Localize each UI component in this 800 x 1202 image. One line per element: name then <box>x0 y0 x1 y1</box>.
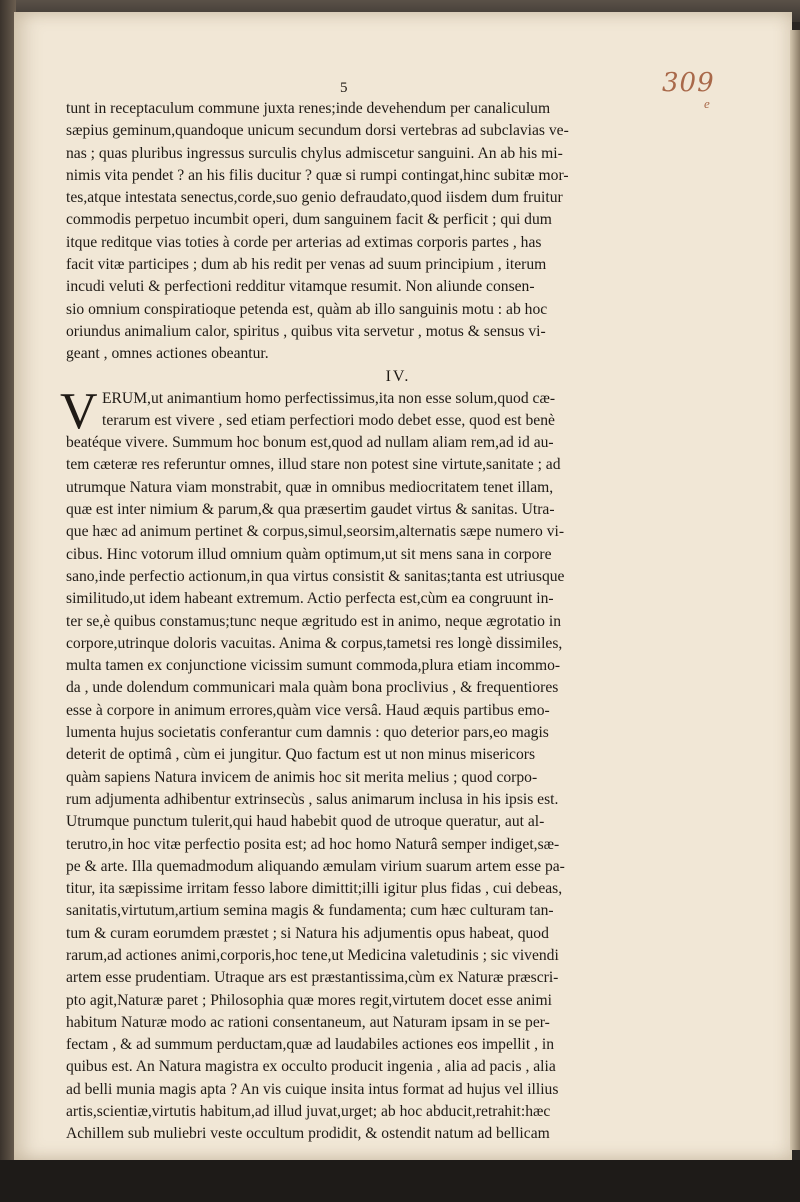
section-heading: IV. <box>385 367 411 385</box>
text-line: cibus. Hinc votorum illud omnium quàm optimum,ut sit mens sana in corpore <box>66 545 552 563</box>
text-line: utrumque Natura viam monstrabit, quæ in omnibus mediocritatem tenet illam, <box>66 478 554 496</box>
text-line: similitudo,ut idem habeant extremum. Actio perfecta est,cùm ea congruunt in- <box>66 590 554 608</box>
text-line: lumenta hujus societatis conferantur cum damnis : quo deterior pars,eo magis <box>66 724 549 742</box>
text-line: commodis perpetuo incumbit operi, dum sanguinem facit & perficit ; qui dum <box>66 211 552 229</box>
text-line: oriundus animalium calor, spiritus , quibus vita servetur , motus & sensus vi- <box>66 322 546 340</box>
text-line: rarum,ad actiones animi,corporis,hoc tene,ut Medicina valetudinis ; sic vivendi <box>66 946 559 964</box>
text-line: rum adjumenta adhibentur extrinsecùs , salus animarum inclusa in his ipsis est. <box>66 790 559 808</box>
text-line: terarum est vivere , sed etiam perfectiori modo debet esse, quod est benè <box>102 411 555 429</box>
text-line: nimis vita pendet ? an his filis ducitur ? quæ si rumpi contingat,hinc subitæ mor- <box>66 166 569 184</box>
text-line: nas ; quas pluribus ingressus surculis chylus admiscetur sanguini. An ab his mi- <box>66 144 563 162</box>
text-line: esse à corpore in animum errores,quàm vice versâ. Haud æquis partibus emo- <box>66 701 550 719</box>
text-line: pto agit,Naturæ paret ; Philosophia quæ mores regit,virtutem docet esse animi <box>66 991 552 1009</box>
drop-capital: V <box>60 382 98 440</box>
signature-mark: 5 <box>340 80 348 96</box>
text-line: quæ est inter nimium & parum,& qua præsertim gaudet virtus & sanitas. Utra- <box>66 501 555 519</box>
text-line: deterit de optimâ , cùm ei jungitur. Quo factum est ut non minus misericors <box>66 746 536 764</box>
text-line: facit vitæ participes ; dum ab his redit per venas ad suum principium , iterum <box>66 256 547 274</box>
text-line: sano,inde perfectio actionum,in qua virtus consistit & sanitas;tanta est utriusque <box>66 567 565 585</box>
text-line: terutro,in hoc vitæ perfectio posita est; ad hoc homo Naturâ semper indiget,sæ- <box>66 835 560 853</box>
text-line: Utrumque punctum tulerit,qui haud habebit quod de utroque queratur, aut al- <box>66 813 545 831</box>
text-line: itque reditque vias toties à corde per arterias ad extimas corporis partes , has <box>66 233 542 251</box>
folio-number: 309 <box>662 68 715 98</box>
book-bottom-shadow <box>0 1160 800 1202</box>
text-line: pe & arte. Illa quemadmodum aliquando æmulam virium suarum artem esse pa- <box>66 857 565 875</box>
text-line: tum & curam eorumdem præstet ; si Natura his adjumentis opus habeat, quod <box>66 924 549 942</box>
text-line: incudi veluti & perfectioni redditur vitamque resumit. Non aliunde consen- <box>66 278 535 296</box>
text-line: sæpius geminum,quandoque unicum secundum dorsi vertebras ad subclavias ve- <box>66 122 569 140</box>
page-fore-edge <box>790 30 800 1150</box>
text-line: artem esse prudentiam. Utraque ars est præstantissima,cùm ex Naturæ præscri- <box>66 969 559 987</box>
text-line: habitum Naturæ modo ac rationi consentaneum, aut Naturam ipsam in se per- <box>66 1013 550 1031</box>
text-line: geant , omnes actiones obeantur. <box>66 345 269 363</box>
text-line: multa tamen ex conjunctione vicissim sumunt commoda,plura etiam incommo- <box>66 657 561 675</box>
text-line: quàm sapiens Natura invicem de animis hoc sit merita melius ; quod corpo- <box>66 768 538 786</box>
paragraph-before <box>66 98 730 366</box>
text-line: beatéque vivere. Summum hoc bonum est,quod ad nullam aliam rem,ad id au- <box>66 434 554 452</box>
text-line: quibus est. An Natura magistra ex occulto producit ingenia , alia ad pacis , alia <box>66 1058 556 1076</box>
text-line: sanitatis,virtutum,artium semina magis & fundamenta; cum hæc culturam tan- <box>66 902 554 920</box>
text-line: sio omnium conspiratioque petenda est, quàm ab illo sanguinis motu : ab hoc <box>66 300 548 318</box>
text-line: fectam , & ad summum perductam,quæ ad laudabiles actiones eos impellit , in <box>66 1036 555 1054</box>
text-line: que hæc ad animum pertinet & corpus,simul,seorsim,alternatis sæpe numero vi- <box>66 523 565 541</box>
text-line: Achillem sub muliebri veste occultum prodidit, & ostendit natum ad bellicam <box>66 1125 550 1143</box>
body-text <box>60 98 730 1146</box>
paragraph-after <box>60 382 730 1146</box>
folio-mark: e <box>704 96 710 111</box>
text-line: artis,scientiæ,virtutis habitum,ad illud juvat,urget; ab hoc abducit,retrahit:hæc <box>66 1103 551 1121</box>
text-line: corpore,utrinque doloris vacuitas. Anima & corpus,tametsi res longè dissimiles, <box>66 634 563 652</box>
text-line: tem cæteræ res referuntur omnes, illud stare non potest sine virtute,sanitate ; ad <box>66 456 561 474</box>
text-line: tes,atque intestata senectus,corde,suo genio defraudato,quod iisdem dum fruitur <box>66 189 563 207</box>
text-line: ter se,è quibus constamus;tunc neque ægritudo est in animo, neque ægrotatio in <box>66 612 562 630</box>
text-line: ERUM,ut animantium homo perfectissimus,ita non esse solum,quod cæ- <box>102 389 556 407</box>
text-line: tunt in receptaculum commune juxta renes;inde devehendum per canaliculum <box>66 100 551 117</box>
text-line: ad belli munia magis apta ? An vis cuique insita intus format ad hujus vel illius <box>66 1080 559 1098</box>
text-line: titur, ita sæpissime irritam fesso labore dimittit;illi igitur plus fidas , cui debeas, <box>66 880 563 898</box>
text-line: da , unde dolendum communicari mala quàm bona proclivius , & frequentiores <box>66 679 559 697</box>
